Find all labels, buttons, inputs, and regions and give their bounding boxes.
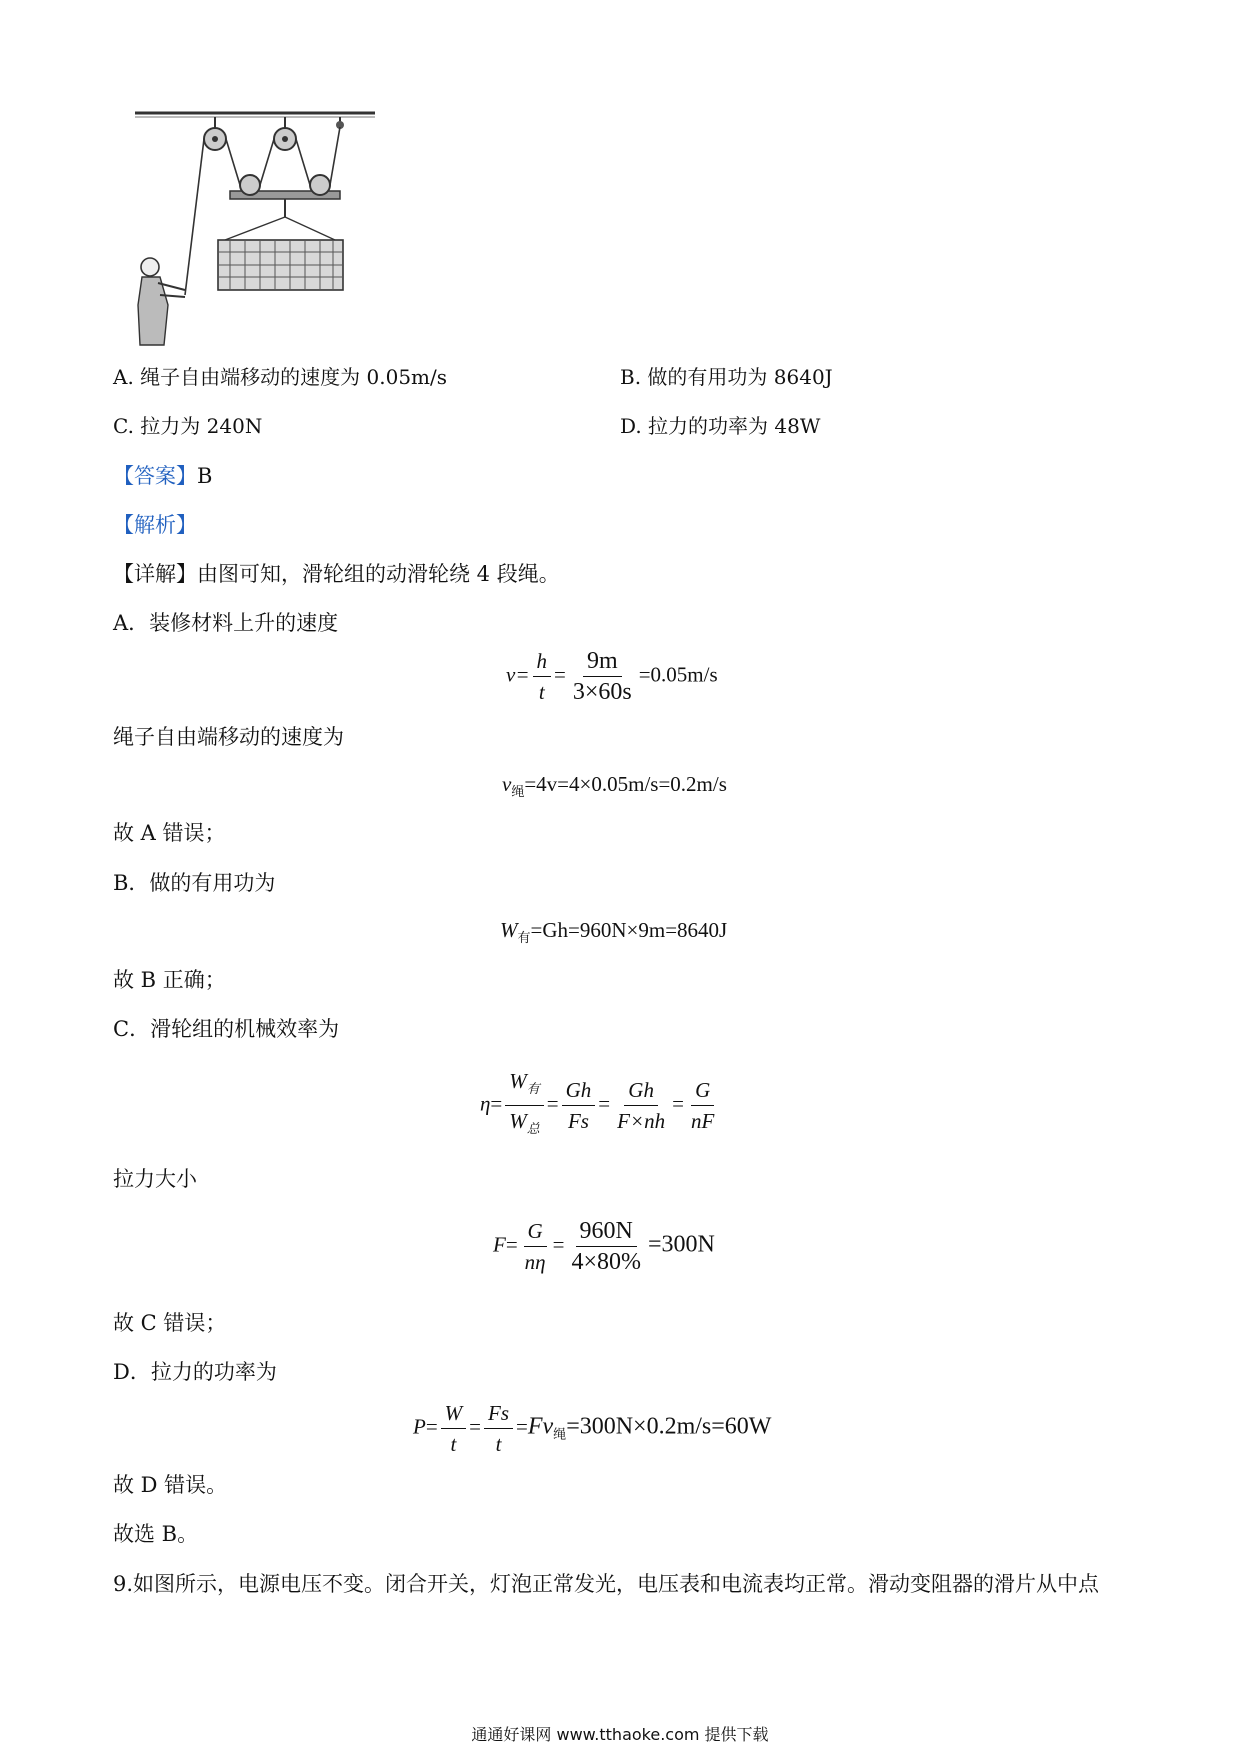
eq-c1-frac2	[562, 1077, 596, 1134]
equation-a2	[502, 772, 727, 800]
detail-line: 【详解】由图可知，滑轮组的动滑轮绕 4 段绳。	[113, 562, 560, 586]
eq-c2-neta: nη	[524, 1250, 546, 1274]
eq-c1-eq4: =	[672, 1091, 684, 1116]
eq-c1-w2: W	[509, 1109, 527, 1133]
eq-a2-rest: =4v=4×0.05m/s=0.2m/s	[524, 772, 727, 796]
part-c-conclusion: 故 C 错误；	[113, 1311, 227, 1335]
eq-c2-result: =300N	[647, 1231, 715, 1258]
option-d: D. 拉力的功率为 48W	[620, 414, 821, 438]
eq-c2-den: 4×80%	[571, 1249, 641, 1275]
eq-d-eq3: =	[516, 1414, 528, 1439]
eq-d-eq2: =	[469, 1414, 482, 1439]
eq-c1-eq3: =	[598, 1091, 611, 1116]
eq-a1-eq: =	[554, 662, 566, 687]
pulley-illustration	[130, 105, 380, 350]
part-b-intro: B．做的有用功为	[113, 871, 276, 895]
eq-c1-frac4	[687, 1077, 718, 1134]
eq-a1-result: =0.05m/s	[638, 662, 718, 687]
eq-c2-eq2: =	[552, 1232, 565, 1257]
equation-c2	[493, 1218, 715, 1275]
eq-d-sub: 绳	[553, 1427, 567, 1443]
eq-c1-frac1	[505, 1068, 544, 1143]
answer-value: B	[197, 464, 213, 488]
eq-d-w: W	[441, 1400, 467, 1429]
eq-c2-frac1	[521, 1218, 550, 1275]
equation-c1	[480, 1068, 721, 1143]
equation-a1	[506, 648, 718, 705]
eq-d-fv: Fv	[527, 1413, 554, 1440]
eq-c2-frac2	[567, 1218, 645, 1275]
eq-a1-lhs: v=	[506, 662, 530, 687]
option-a: A. 绳子自由端移动的速度为 0.05m/s	[113, 365, 448, 389]
equation-b	[500, 918, 727, 946]
eq-a1-frac2	[569, 648, 636, 705]
eq-c2-f: F	[493, 1232, 506, 1257]
eq-a1-num1: h	[533, 648, 552, 677]
eq-c1-sub-zong: 总	[526, 1122, 540, 1137]
final-answer: 故选 B。	[113, 1522, 199, 1546]
next-question: 9.如图所示，电源电压不变。闭合开关，灯泡正常发光，电压表和电流表均正常。滑动变阻器的滑片从中点	[113, 1572, 1100, 1596]
eq-c2-num: 960N	[576, 1218, 637, 1247]
part-a-conclusion: 故 A 错误；	[113, 821, 226, 845]
eq-a1-frac1	[533, 648, 552, 705]
eq-d-fs: Fs	[484, 1400, 513, 1429]
eq-c1-gh2: Gh	[624, 1077, 658, 1106]
eq-b-rest: =Gh=960N×9m=8640J	[530, 918, 728, 942]
eq-b-sub: 有	[517, 931, 531, 946]
eq-c2-eq1: =	[505, 1232, 518, 1257]
option-b: B. 做的有用功为 8640J	[620, 365, 833, 389]
analysis-label: 【解析】	[113, 513, 197, 537]
eq-d-rest: =300N×0.2m/s=60W	[566, 1413, 772, 1440]
eq-c1-fnh: F×nh	[617, 1109, 666, 1133]
eq-c1-frac3	[613, 1077, 669, 1134]
eq-a1-den1: t	[538, 680, 545, 704]
eq-c1-g: G	[691, 1077, 714, 1106]
eq-d-t2: t	[495, 1432, 502, 1456]
part-a-intro: A．装修材料上升的速度	[113, 611, 339, 635]
eq-c1-nf: nF	[690, 1109, 715, 1133]
eq-d-eq1: =	[425, 1414, 438, 1439]
answer-line	[113, 461, 212, 491]
part-d-intro: D．拉力的功率为	[113, 1360, 277, 1384]
part-c-intro: C．滑轮组的机械效率为	[113, 1017, 340, 1041]
part-c-mid: 拉力大小	[113, 1167, 197, 1191]
eq-b-w: W	[500, 918, 518, 942]
footer-text: 通通好课网 www.tthaoke.com 提供下载	[471, 1725, 769, 1744]
equation-d	[413, 1400, 771, 1457]
eq-a1-den2: 3×60s	[572, 679, 632, 705]
part-a-mid: 绳子自由端移动的速度为	[113, 725, 344, 749]
eq-a2-sub: 绳	[511, 785, 525, 800]
eq-c1-eta: η	[480, 1091, 491, 1116]
eq-c1-sub-you: 有	[526, 1082, 540, 1097]
part-b-conclusion: 故 B 正确；	[113, 968, 226, 992]
eq-c1-eq2: =	[546, 1091, 559, 1116]
part-d-conclusion: 故 D 错误。	[113, 1473, 228, 1497]
eq-d-t1: t	[450, 1432, 457, 1456]
eq-a2-v: v	[502, 772, 512, 796]
eq-c1-gh1: Gh	[562, 1077, 596, 1106]
option-c: C. 拉力为 240N	[113, 414, 263, 438]
eq-c2-g: G	[524, 1218, 547, 1247]
eq-c1-fs: Fs	[567, 1109, 589, 1133]
eq-d-p: P	[413, 1414, 426, 1439]
eq-c1-w1: W	[509, 1069, 527, 1093]
eq-a1-num2: 9m	[583, 648, 622, 677]
answer-label: 【答案】	[113, 464, 197, 488]
eq-d-frac2	[484, 1400, 513, 1457]
eq-d-frac1	[441, 1400, 467, 1457]
eq-c1-eq1: =	[490, 1091, 503, 1116]
